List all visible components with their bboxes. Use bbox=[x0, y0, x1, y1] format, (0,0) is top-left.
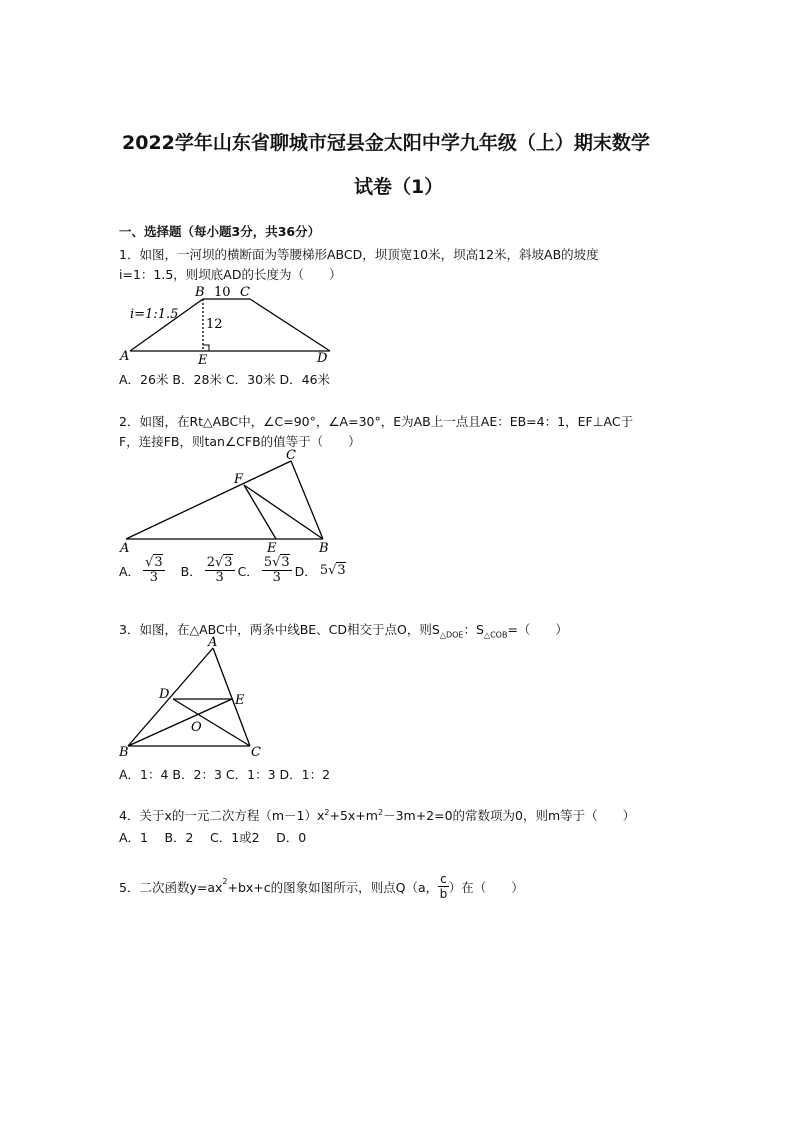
q5-text: 5．二次函数y=ax $^2$ +bx+c的图象如图所示，则点Q（a， $\frac{c}{b}$ ）在（ ） bbox=[119, 872, 524, 901]
q4-options: A．1 B．2 C．1或2 D．0 bbox=[119, 830, 307, 845]
q3-label-a: A bbox=[208, 636, 218, 650]
q1-label-a: A bbox=[120, 349, 130, 364]
q2-line-fe bbox=[244, 485, 276, 539]
q3-line-be bbox=[128, 699, 232, 746]
q2-option-c-letter: C． bbox=[237, 563, 259, 579]
q2-option-d-letter: D． bbox=[294, 563, 317, 579]
q2-option-b-letter: B． bbox=[180, 563, 202, 579]
q3-options: A．1：4 B．2：3 C．1：3 D．1：2 bbox=[119, 767, 331, 782]
q2-option-a-value: $\frac{√3}{3}$ bbox=[145, 555, 163, 585]
q1-label-e: E bbox=[198, 353, 208, 368]
q3-text: 3．如图，在△ABC中，两条中线BE、CD相交于点O，则$S_{\triangle DOE}$：$S_{\triangle COB}=$（ ） bbox=[119, 622, 568, 640]
q2-text-line1: 2．如图，在Rt△ABC中，∠C=90°，∠A=30°，E为AB上一点且AE：EB=4：1，EF⊥AC于 bbox=[119, 414, 634, 429]
q2-option-a-letter: A． bbox=[119, 563, 141, 579]
q3-label-o: O bbox=[191, 720, 202, 735]
q1-top-width-label: 10 bbox=[214, 285, 231, 300]
q2-option-b-value: $\frac{2√3}{3}$ bbox=[206, 555, 233, 585]
q3-triangle-figure bbox=[118, 636, 278, 764]
q1-right-angle-mark bbox=[203, 345, 209, 351]
paper-title-line1: 2022学年山东省聊城市冠县金太阳中学九年级（上）期末数学 bbox=[122, 132, 650, 154]
q2-options bbox=[119, 556, 346, 585]
q2-option-d-value: 5√3 bbox=[319, 563, 346, 578]
q4-text: 4．关于x的一元二次方程$(m-1)x^2+5x+m^2-3m+2=0$的常数项为0，则m等于（ ） bbox=[119, 807, 636, 823]
q1-label-d: D bbox=[317, 351, 328, 366]
q1-label-c: C bbox=[240, 285, 250, 300]
q3-label-b: B bbox=[119, 745, 129, 760]
q3-label-c: C bbox=[251, 745, 261, 760]
q2-triangle-figure bbox=[118, 445, 348, 557]
q1-trapezoid-figure bbox=[118, 280, 348, 370]
q2-label-b: B bbox=[319, 541, 329, 556]
q2-option-c-value: $\frac{5√3}{3}$ bbox=[263, 555, 290, 585]
q3-label-d: D bbox=[159, 687, 170, 702]
paper-title-line2: 试卷（1） bbox=[354, 176, 444, 198]
q5-fraction: $\frac{c}{b}$ bbox=[439, 872, 448, 901]
q1-options: A．26米 B．28米 C．30米 D．46米 bbox=[119, 372, 331, 387]
section-header: 一、选择题（每小题3分，共36分） bbox=[119, 224, 321, 239]
q2-label-e: E bbox=[267, 541, 277, 556]
q3-label-e: E bbox=[235, 693, 245, 708]
q2-line-fb bbox=[244, 485, 323, 539]
q1-line-cd bbox=[250, 299, 330, 351]
q2-label-f: F bbox=[234, 472, 244, 487]
q2-label-a: A bbox=[120, 541, 130, 556]
q1-slope-label: i=1:1.5 bbox=[130, 307, 179, 322]
q1-label-b: B bbox=[195, 285, 205, 300]
q2-label-c: C bbox=[286, 448, 296, 463]
q1-text-line2: i=1：1.5，则坝底AD的长度为（ ） bbox=[119, 267, 342, 282]
q2-text-line2: F，连接FB，则tan∠CFB的值等于（ ） bbox=[119, 434, 361, 449]
q1-height-label: 12 bbox=[206, 317, 223, 332]
q1-text-line1: 1．如图，一河坝的横断面为等腰梯形ABCD，坝顶宽10米，坝高12米，斜坡AB的坡度 bbox=[119, 247, 599, 262]
